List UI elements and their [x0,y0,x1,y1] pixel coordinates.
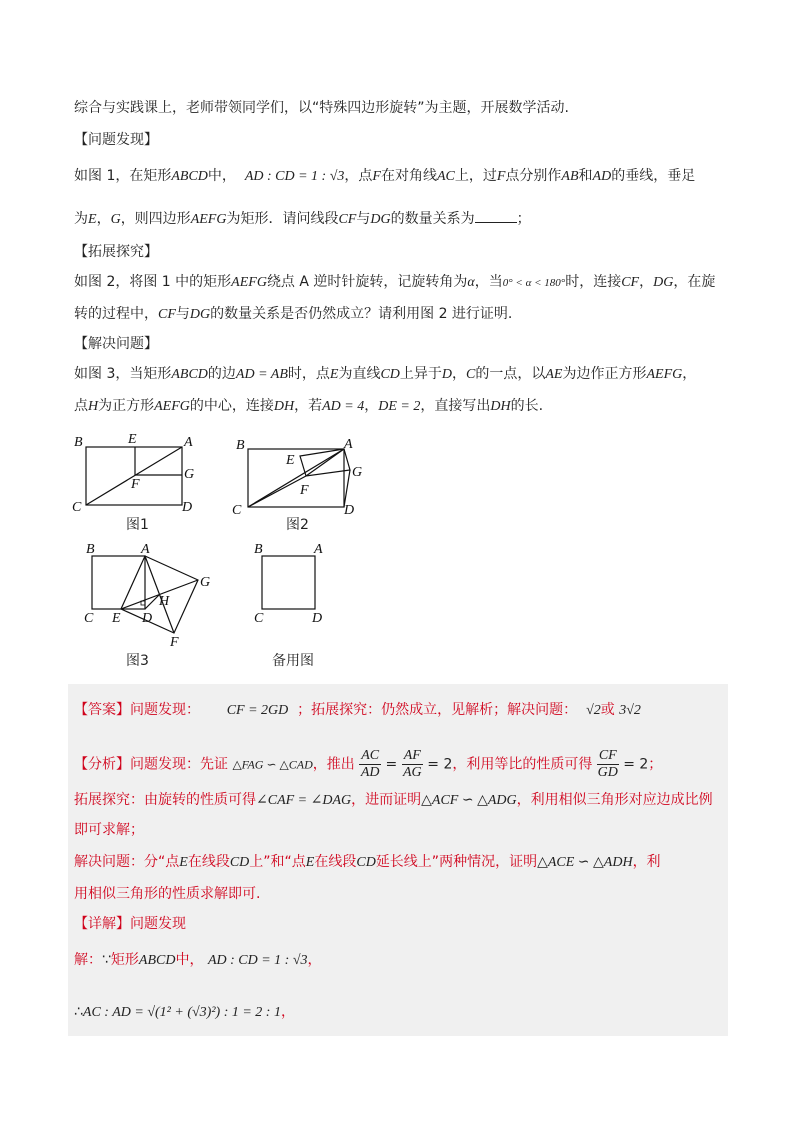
analysis-line3: 即可求解； [74,822,144,838]
question2-line1: 如图 2，将图 1 中的矩形AEFG绕点 A 逆时针旋转，记旋转角为α，当0° < α < 180°时，连接CF，DG，在旋 [74,274,716,290]
section-extension: 【拓展探究】 [74,244,158,260]
diagonal-ac [248,449,344,507]
label-c: C [72,500,82,515]
label-b: B [236,438,245,453]
diagonal-ac [86,447,182,505]
answer-blank[interactable] [475,208,517,223]
label-a: A [141,542,150,557]
label-d: D [344,503,355,518]
figure-3 [76,540,226,655]
question1-line1: 如图 1，在矩形ABCD中， AD : CD = 1 : √3，点F在对角线AC上，过F点分别作AB和AD的垂线，垂足 [74,168,696,184]
label-e: E [112,611,121,626]
label-c: C [232,503,242,518]
label-d: D [182,500,193,515]
label-b: B [254,542,263,557]
question1-line2: 为E，G，则四边形AEFG为矩形．请问线段CF与DG的数量关系为 ； [74,208,531,230]
figure-spare-caption: 备用图 [272,653,314,669]
label-g: G [200,575,211,590]
figure-3-caption: 图3 [126,653,149,669]
figure-spare [246,540,346,640]
square-abcd [92,556,145,609]
question3-line2: 点H为正方形AEFG的中心，连接DH，若AD = 4，DE = 2，直接写出DH的长. [74,398,544,414]
label-c: C [254,611,264,626]
intro-text: 综合与实践课上，老师带领同学们，以“特殊四边形旋转”为主题，开展数学活动. [74,100,569,116]
label-a: A [314,542,323,557]
segment-dg [344,470,350,507]
label-d: D [312,611,323,626]
label-f: F [170,635,179,650]
figure-2-caption: 图2 [286,517,309,533]
label-a: A [184,435,193,450]
section-solve: 【解决问题】 [74,336,158,352]
detail-line1: 解：∵矩形ABCD中， AD : CD = 1 : √3， [74,952,322,968]
label-e: E [128,432,137,447]
detail-header: 【详解】问题发现 [74,916,186,932]
answer-line: 【答案】问题发现： CF = 2GD ；拓展探究：仍然成立，见解析；解决问题： √2或 3√2 [74,702,641,718]
label-h: H [159,594,170,609]
label-g: G [352,465,363,480]
analysis-line4: 解决问题：分“点E在线段CD上”和“点E在线段CD延长线上”两种情况，证明△ACE ∽ △ADH，利 [74,854,661,870]
detail-line2: ∴AC : AD = √(1² + (√3)²) : 1 = 2 : 1， [74,1004,295,1020]
label-f: F [300,483,309,498]
segment-cf [248,476,306,507]
label-e: E [286,453,295,468]
analysis-line5: 用相似三角形的性质求解即可. [74,886,261,902]
figure-1-caption: 图1 [126,517,149,533]
section-problem-discovery: 【问题发现】 [74,132,158,148]
question3-line1: 如图 3，当矩形ABCD的边AD = AB时，点E为直线CD上异于D，C的一点，以AE为边作正方形AEFG， [74,366,697,382]
label-d: D [142,611,153,626]
analysis-line1: 【分析】问题发现：先证 △FAG ∽ △CAD，推出 $\frac{AC}{AD}$ = $\frac{AF}{AG}$ = 2，利用等比的性质可得 $\frac{CF}{GD}$ = 2； [74,748,663,780]
label-c: C [84,611,94,626]
label-f: F [131,477,140,492]
analysis-line2: 拓展探究：由旋转的性质可得∠CAF = ∠DAG，进而证明△ACF ∽ △ADG，利用相似三角形对应边成比例 [74,792,713,808]
label-a: A [344,437,353,452]
square-abcd [262,556,315,609]
label-b: B [74,435,83,450]
label-g: G [184,467,195,482]
question2-line2: 转的过程中，CF与DG的数量关系是否仍然成立？请利用图 2 进行证明. [74,306,513,322]
label-b: B [86,542,95,557]
